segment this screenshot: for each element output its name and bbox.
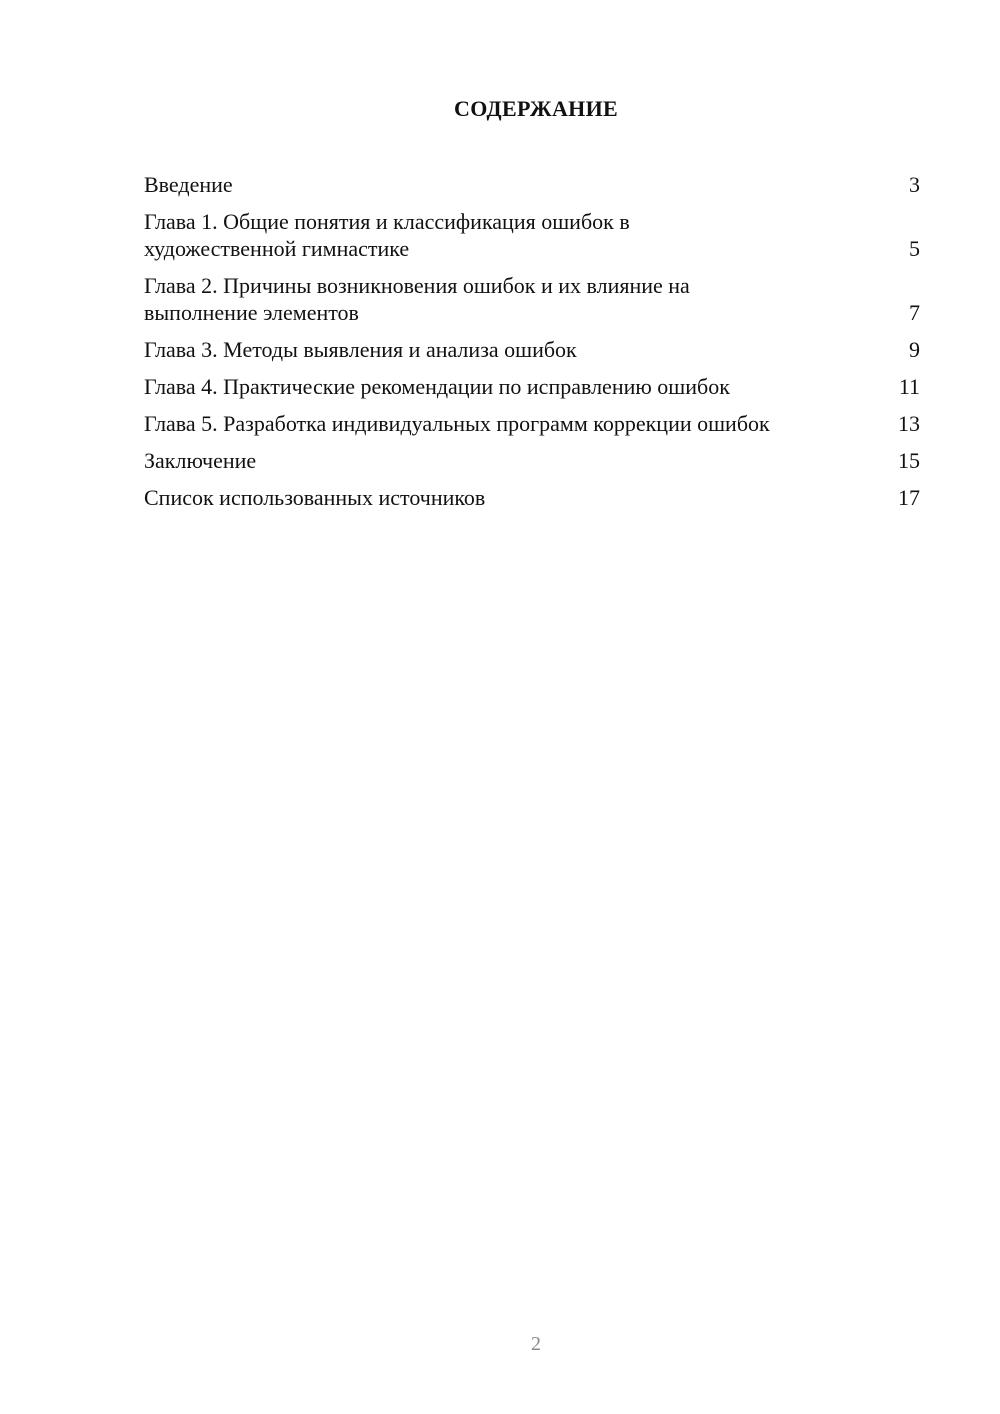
toc-entry-page: 3 [909,172,920,197]
toc-entry-page: 13 [898,411,920,436]
table-of-contents [144,171,920,521]
toc-entry-chapter-1 [144,208,920,262]
toc-entry-conclusion [144,447,920,474]
page-number: 2 [531,1333,541,1355]
toc-entry-references [144,484,920,511]
toc-entry-label: Введение [144,172,233,197]
toc-entry-label: Глава 1. Общие понятия и классификация ошибок в художественной гимнастике [144,209,630,261]
toc-entry-chapter-5 [144,410,920,437]
toc-entry-label: Глава 3. Методы выявления и анализа ошибок [144,337,577,362]
toc-entry-page: 17 [898,485,920,510]
toc-entry-page: 5 [909,236,920,261]
toc-entry-page: 15 [898,448,920,473]
toc-entry-chapter-3 [144,336,920,363]
toc-entry-page: 7 [909,300,920,325]
page-title: СОДЕРЖАНИЕ [454,96,618,121]
toc-entry-chapter-4 [144,373,920,400]
toc-entry-label: Заключение [144,448,257,473]
toc-entry-label: Глава 2. Причины возникновения ошибок и их влияние на выполнение элементов [144,273,690,325]
toc-entry-label: Список использованных источников [144,485,486,510]
toc-entry-label: Глава 4. Практические рекомендации по исправлению ошибок [144,374,730,399]
toc-entry-label: Глава 5. Разработка индивидуальных программ коррекции ошибок [144,411,770,436]
toc-entry-page: 11 [898,374,920,399]
toc-entry-introduction [144,171,920,198]
toc-entry-page: 9 [909,337,920,362]
toc-entry-chapter-2 [144,272,920,326]
